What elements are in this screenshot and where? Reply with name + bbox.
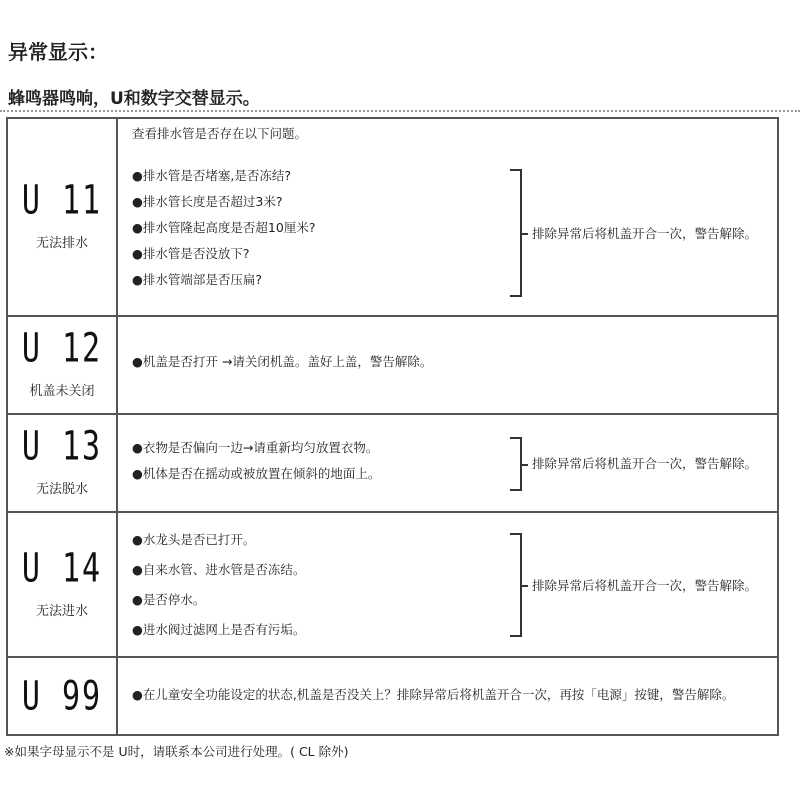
error-table: [6, 117, 779, 736]
description-cell: [118, 119, 777, 315]
dotted-divider: [0, 110, 800, 112]
table-row-u13: [8, 415, 777, 513]
error-name: 无法排水: [35, 236, 88, 251]
resolve-text: 排除异常后将机盖开合一次，警告解除。: [532, 578, 758, 593]
table-row-u11: [8, 119, 777, 317]
error-name: 无法脱水: [35, 482, 88, 497]
list-item: ●排水管是否没放下?: [132, 246, 250, 261]
list-item: ●自来水管、进水管是否冻结。: [132, 562, 306, 577]
list-item: ●在儿童安全功能设定的状态,机盖是否没关上？排除异常后将机盖开合一次，再按「电源」按键，警告解除。: [132, 687, 735, 702]
list-item: ●机盖是否打开 →请关闭机盖。盖好上盖，警告解除。: [132, 354, 433, 369]
description-cell: [118, 513, 777, 656]
list-item: ●进水阀过滤网上是否有污垢。: [132, 622, 306, 637]
list-item: ●衣物是否偏向一边→请重新均匀放置衣物。: [132, 440, 379, 455]
resolve-text: 排除异常后将机盖开合一次，警告解除。: [532, 456, 758, 471]
description-cell: [118, 317, 777, 413]
error-name: 无法进水: [35, 603, 88, 619]
table-row-u99: [8, 658, 777, 736]
table-row-u12: [8, 317, 777, 415]
code-cell: [8, 415, 118, 511]
bracket: [510, 169, 522, 297]
list-item: ●机体是否在摇动或被放置在倾斜的地面上。: [132, 466, 381, 481]
page-title: 异常显示：: [8, 40, 108, 64]
code-cell: [8, 119, 118, 315]
code-cell: [8, 513, 118, 656]
resolve-text: 排除异常后将机盖开合一次，警告解除。: [532, 226, 758, 241]
error-code: U 14: [21, 544, 103, 592]
code-cell: [8, 317, 118, 413]
error-code: U 12: [21, 324, 103, 373]
intro-text: 查看排水管是否存在以下问题。: [132, 126, 308, 141]
error-code: U 99: [21, 672, 103, 720]
code-cell: [8, 658, 118, 734]
footnote: ※如果字母显示不是 U时，请联系本公司进行处理。( CL 除外): [4, 744, 349, 759]
list-item: ●水龙头是否已打开。: [132, 532, 256, 547]
list-item: ●排水管是否堵塞,是否冻结?: [132, 168, 292, 183]
error-code: U 11: [21, 176, 103, 225]
bracket: [510, 533, 522, 637]
error-code: U 13: [21, 422, 103, 471]
error-name: 机盖未关闭: [29, 384, 95, 399]
list-item: ●排水管隆起高度是否超10厘米?: [132, 220, 316, 235]
page-subtitle: 蜂鸣器鸣响，U和数字交替显示。: [8, 89, 260, 109]
description-cell: [118, 658, 777, 734]
table-row-u14: [8, 513, 777, 658]
list-item: ●是否停水。: [132, 592, 206, 607]
list-item: ●排水管长度是否超过3米?: [132, 194, 283, 209]
bracket: [510, 437, 522, 491]
description-cell: [118, 415, 777, 511]
list-item: ●排水管端部是否压扁?: [132, 272, 263, 287]
